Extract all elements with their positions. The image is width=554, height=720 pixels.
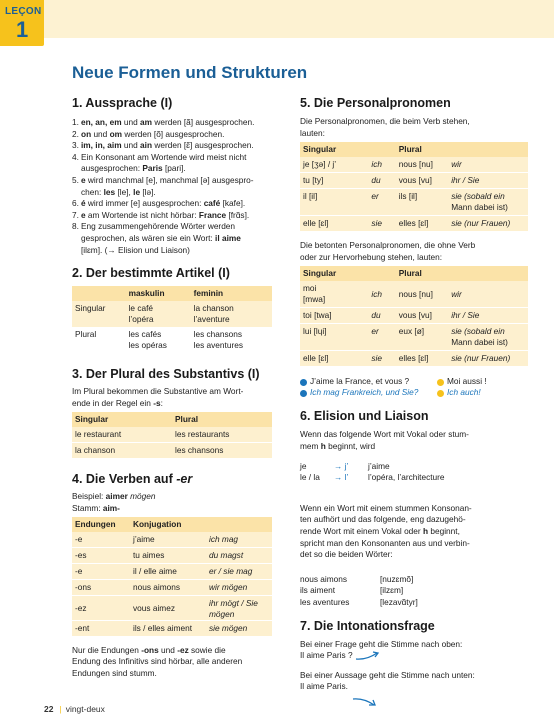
bullet-icon [300,379,307,386]
right-column [300,96,528,693]
lesson-label: LEÇON [5,6,42,17]
list-item: ils aiment [ilzɛm] [300,585,404,596]
list-item: 3. im, in, aim und ain werden [ɛ̃] ausgesprochen. [72,140,254,151]
verben-intro: Beispiel: aimer mögen Stamm: aim- [72,491,156,513]
dialog-line: J’aime la France, et vous ? [300,376,409,388]
list-item: le / la → l’ l’opéra, l’architecture [300,472,445,483]
liaison-examples [300,574,528,609]
footer-divider: | [59,704,62,714]
verben-note: Nur die Endungen -ons und -ez sowie die Endung des Infinitivs sind hörbar, alle anderen Endungen sind stumm. [72,644,243,678]
table-row: elle [ɛl] sie elles [ɛl] sie (nur Frauen) [300,216,528,232]
betonte-table: Singular Plural moi [mwa] ich nous [nu] wir toi [twa] du vous [vu] ihr / Sie lui [lɥi] er eux [ø] sie (sobald ein Mann dabei ist) elle [ɛl] sie elles [ɛl] sie (nur Frauen) [300,266,528,366]
elision-intro: Wenn das folgende Wort mit Vokal oder stum- mem h beginnt, wird [300,429,469,451]
table-row: -ent ils / elles aiment sie mögen [72,620,272,636]
rising-arrow-icon [355,651,381,661]
section-verben-heading: 4. Die Verben auf -er [72,472,193,487]
table-row: elle [ɛl] sie elles [ɛl] sie (nur Frauen) [300,351,528,367]
table-row: lui [lɥi] er eux [ø] sie (sobald ein Mann dabei ist) [300,324,528,351]
left-column [72,96,272,679]
plural-intro: Im Plural bekommen die Substantive am Wort- ende in der Regel ein -s: [72,386,244,408]
list-item: nous aimons [nuzɛmõ] [300,573,414,584]
section-personalpronomen-heading: 5. Die Personalpronomen [300,96,451,110]
pronomen-table: Singular Plural je [ʒə] / j’ ich nous [nu] wir tu [ty] du vous [vu] ihr / Sie il [il] er ils [il] sie (sobald ein Mann dabei ist) elle [ɛl] sie elles [ɛl] sie (nur Frauen) [300,142,528,231]
dialog-line: Ich auch! [437,387,481,399]
table-row: il [il] er ils [il] sie (sobald ein Mann dabei ist) [300,189,528,216]
section-aussprache-heading: 1. Aussprache (I) [72,96,173,110]
bullet-icon [437,390,444,397]
header-band [0,0,554,38]
lesson-tab [0,0,44,46]
falling-arrow-icon [352,697,378,707]
verben-table: Endungen Konjugation -e j’aime ich mag -es tu aimes du magst -e il / elle aime er / sie mag -ons nous aimons wir mögen -ez vous aimez ihr mögt / Sie mögen -ent ils / elles aiment sie mögen [72,517,272,636]
bullet-icon [300,390,307,397]
table-row: Singular le café la chanson [72,301,272,314]
elision-examples [300,461,528,484]
table-row: la chanson les chansons [72,443,272,459]
section-elision-heading: 6. Elision und Liaison [300,409,429,424]
section-intonation-heading: 7. Die Intonationsfrage [300,618,435,633]
table-row: -e il / elle aime er / sie mag [72,563,272,579]
betonte-intro: Die betonten Personalpronomen, die ohne Verb oder zur Hervorhebung stehen, lauten: [300,240,476,262]
list-item: 8. Eng zusammengehörende Wörter werden gesprochen, als wären sie ein Wort: il aime [ilɛm]. (→ Elision und Liaison) [72,221,241,255]
list-item: 1. en, an, em und am werden [ã] ausgesprochen. [72,117,255,127]
table-row: les opéras les aventures [72,340,272,353]
page-number: 22 [44,704,54,714]
page-number-word: vingt-deux [65,704,105,714]
table-row: le restaurant les restaurants [72,427,272,443]
page-title: Neue Formen und Strukturen [72,63,308,82]
dialog-line: Ich mag Frankreich, und Sie? [300,387,418,399]
table-row: -e j’aime ich mag [72,532,272,548]
plural-table: Singular Plural le restaurant les restaurants la chanson les chansons [72,412,272,458]
table-row: tu [ty] du vous [vu] ihr / Sie [300,173,528,189]
intonation-question: Bei einer Frage geht die Stimme nach oben: Il aime Paris ? [300,638,463,661]
section-plural-heading: 3. Der Plural des Substantivs (I) [72,367,260,382]
lesson-number: 1 [16,17,29,42]
artikel-table: maskulin feminin Singular le café la chanson l’opéra l’aventure Plural les cafés les chansons les opéras les aventures [72,286,272,353]
bullet-icon [437,379,444,386]
table-row: je [ʒə] / j’ ich nous [nu] wir [300,157,528,173]
pronomen-intro: Die Personalpronomen, die beim Verb stehen, lauten: [300,116,470,138]
section-artikel-heading: 2. Der bestimmte Artikel (I) [72,266,230,281]
list-item: je → j’ j’aime [300,460,390,471]
dialog-line: Moi aussi ! [437,376,487,388]
list-item: 4. Ein Konsonant am Wortende wird meist nicht ausgesprochen: Paris [pari]. [72,151,247,174]
list-item: 7. e am Wortende ist nicht hörbar: France [frɑ̃s]. [72,209,250,220]
page-footer [44,704,105,714]
table-row: l’opéra l’aventure [72,314,272,327]
list-item: 2. on und om werden [õ] ausgesprochen. [72,128,225,139]
list-item: les aventures [lezavɑ̃tyr] [300,596,418,607]
table-row: Plural les cafés les chansons [72,327,272,340]
list-item: 5. e wird manchmal [e], manchmal [ə] ausgespro- chen: les [le], le [lə]. [72,174,254,197]
table-row: -es tu aimes du magst [72,547,272,563]
table-row: moi [mwa] ich nous [nu] wir [300,281,528,308]
list-item: 6. é wird immer [e] ausgesprochen: café [kafe]. [72,198,246,209]
table-row: toi [twa] du vous [vu] ihr / Sie [300,308,528,324]
table-row: -ons nous aimons wir mögen [72,579,272,595]
liaison-text: Wenn ein Wort mit einem stummen Konsonan- ten aufhört und das folgende, eng dazugehö- rende Wort mit einem Vokal oder h beginnt, spricht man den Konsonanten aus und verbin- det so die beiden Wörter: [300,502,472,560]
intonation-statement: Bei einer Aussage geht die Stimme nach unten: Il aime Paris. [300,669,475,692]
dialog-box [300,376,528,400]
aussprache-list [72,117,272,256]
table-row: -ez vous aimez ihr mögt / Sie mögen [72,595,272,620]
